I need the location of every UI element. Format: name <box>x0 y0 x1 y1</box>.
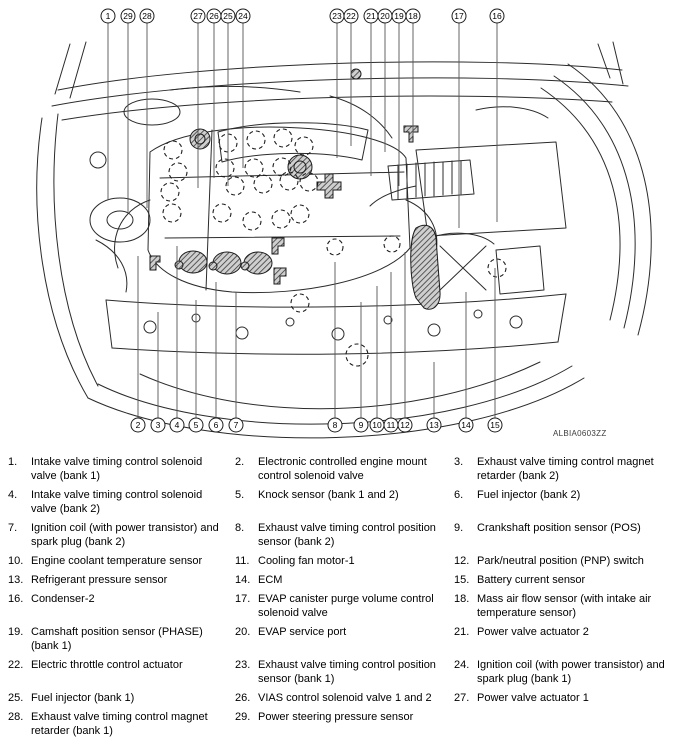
radiator-core-support <box>106 294 566 409</box>
legend-item-text: Exhaust valve timing control magnet retarder (bank 2) <box>477 456 654 482</box>
legend-item-text: Refrigerant pressure sensor <box>31 574 168 586</box>
legend-item-number: 9. <box>454 522 464 534</box>
callout-10 <box>370 286 384 432</box>
callout-16 <box>490 9 504 222</box>
legend-item-text: VIAS control solenoid valve 1 and 2 <box>258 692 432 704</box>
legend-item-28 <box>8 710 235 738</box>
legend-item-text: Exhaust valve timing control magnet retarder (bank 1) <box>31 711 208 737</box>
legend-item-9 <box>454 521 677 549</box>
callout-8 <box>328 262 342 432</box>
engine-assembly <box>115 86 437 292</box>
svg-text:2: 2 <box>135 420 141 430</box>
legend-item-text: Mass air flow sensor (with intake air temperature sensor) <box>477 593 652 619</box>
legend-item-text: Electronic controlled engine mount control solenoid valve <box>258 456 427 482</box>
legend-item-15 <box>454 573 677 587</box>
svg-text:11: 11 <box>386 420 396 430</box>
legend-item-number: 7. <box>8 522 18 534</box>
legend-item-18 <box>454 592 677 620</box>
legend-item-number: 15. <box>454 574 470 586</box>
legend-item-24 <box>454 658 677 686</box>
legend-item-number: 13. <box>8 574 24 586</box>
svg-text:22: 22 <box>346 11 356 21</box>
legend-item-number: 21. <box>454 626 470 638</box>
svg-text:13: 13 <box>429 420 439 430</box>
legend-item-number: 25. <box>8 692 24 704</box>
svg-text:3: 3 <box>155 420 161 430</box>
left-strut-tower <box>90 99 180 292</box>
legend-item-8 <box>235 521 454 549</box>
svg-text:25: 25 <box>223 11 233 21</box>
callout-20 <box>378 9 392 152</box>
legend-item-20 <box>235 625 454 653</box>
legend-item-29 <box>235 710 454 738</box>
legend-item-text: Battery current sensor <box>477 574 586 586</box>
svg-text:7: 7 <box>233 420 239 430</box>
legend-item-text: Park/neutral position (PNP) switch <box>477 555 644 567</box>
svg-text:29: 29 <box>123 11 133 21</box>
callout-1 <box>101 9 115 200</box>
svg-text:5: 5 <box>193 420 199 430</box>
svg-text:28: 28 <box>142 11 152 21</box>
legend-item-number: 20. <box>235 626 251 638</box>
legend-item-22 <box>8 658 235 686</box>
legend-item-text: Ignition coil (with power transistor) and spark plug (bank 2) <box>31 522 219 548</box>
legend-item-number: 18. <box>454 593 470 605</box>
callout-5 <box>189 300 203 432</box>
legend-item-number: 24. <box>454 659 470 671</box>
legend-item-3 <box>454 455 677 483</box>
callout-13 <box>427 362 441 432</box>
callout-14 <box>459 292 473 432</box>
legend-item-text: Condenser-2 <box>31 593 95 605</box>
figure-code: ALBIA0603ZZ <box>553 429 607 438</box>
svg-text:19: 19 <box>394 11 404 21</box>
legend-item-7 <box>8 521 235 549</box>
legend-item-2 <box>235 455 454 483</box>
legend-item-number: 2. <box>235 456 245 468</box>
svg-text:21: 21 <box>366 11 376 21</box>
legend-item-number: 28. <box>8 711 24 723</box>
legend-item-6 <box>454 488 677 516</box>
callout-2 <box>131 256 145 432</box>
legend-item-21 <box>454 625 677 653</box>
svg-text:17: 17 <box>454 11 464 21</box>
legend-item-number: 16. <box>8 593 24 605</box>
car-body-outline <box>37 42 651 438</box>
callout-27 <box>191 9 205 188</box>
svg-text:4: 4 <box>174 420 180 430</box>
right-brace-and-ecm-area <box>430 233 544 294</box>
legend-item-number: 5. <box>235 489 245 501</box>
legend-item-4 <box>8 488 235 516</box>
callout-4 <box>170 246 184 432</box>
legend-item-12 <box>454 554 677 568</box>
svg-text:14: 14 <box>461 420 471 430</box>
legend-item-text: Camshaft position sensor (PHASE) (bank 1) <box>31 626 203 652</box>
legend-item-text: Power valve actuator 1 <box>477 692 589 704</box>
legend-item-23 <box>235 658 454 686</box>
svg-text:12: 12 <box>400 420 410 430</box>
legend-item-1 <box>8 455 235 483</box>
legend-item-14 <box>235 573 454 587</box>
legend-item-16 <box>8 592 235 620</box>
svg-text:9: 9 <box>358 420 364 430</box>
legend-item-number: 17. <box>235 593 251 605</box>
callout-3 <box>151 312 165 432</box>
callout-19 <box>392 9 406 186</box>
svg-text:16: 16 <box>492 11 502 21</box>
legend-item-13 <box>8 573 235 587</box>
legend-item-number: 11. <box>235 555 250 567</box>
legend-item-number: 12. <box>454 555 470 567</box>
component-legend <box>0 450 677 738</box>
legend-item-text: EVAP service port <box>258 626 347 638</box>
svg-text:1: 1 <box>105 11 111 21</box>
legend-item-19 <box>8 625 235 653</box>
legend-item-number: 14. <box>235 574 251 586</box>
legend-item-26 <box>235 691 454 705</box>
legend-item-text: Fuel injector (bank 2) <box>477 489 581 501</box>
callout-12 <box>398 252 412 432</box>
legend-item-text: Crankshaft position sensor (POS) <box>477 522 641 534</box>
svg-text:6: 6 <box>213 420 219 430</box>
callout-11 <box>384 272 398 432</box>
legend-item-27 <box>454 691 677 705</box>
legend-item-text: Intake valve timing control solenoid valve (bank 1) <box>31 456 203 482</box>
legend-item-5 <box>235 488 454 516</box>
svg-text:10: 10 <box>372 420 382 430</box>
svg-text:15: 15 <box>490 420 500 430</box>
legend-item-25 <box>8 691 235 705</box>
callout-21 <box>364 9 378 176</box>
legend-item-number: 3. <box>454 456 464 468</box>
legend-item-number: 29. <box>235 711 251 723</box>
legend-item-text: EVAP canister purge volume control solenoid valve <box>258 593 434 619</box>
legend-item-number: 27. <box>454 692 470 704</box>
callout-9 <box>354 302 368 432</box>
legend-item-number: 4. <box>8 489 18 501</box>
legend-item-text: Power valve actuator 2 <box>477 626 589 638</box>
legend-item-text: ECM <box>258 574 283 586</box>
svg-text:18: 18 <box>408 11 418 21</box>
legend-item-text: Fuel injector (bank 1) <box>31 692 135 704</box>
legend-item-number: 22. <box>8 659 24 671</box>
legend-item-text: Exhaust valve timing control position sensor (bank 2) <box>258 522 436 548</box>
svg-text:24: 24 <box>238 11 248 21</box>
legend-item-number: 10. <box>8 555 24 567</box>
svg-text:26: 26 <box>209 11 219 21</box>
legend-item-text: Ignition coil (with power transistor) and spark plug (bank 1) <box>477 659 665 685</box>
legend-item-text: Knock sensor (bank 1 and 2) <box>258 489 399 501</box>
legend-item-number: 6. <box>454 489 464 501</box>
legend-item-number: 23. <box>235 659 251 671</box>
legend-item-number: 8. <box>235 522 245 534</box>
svg-text:23: 23 <box>332 11 342 21</box>
legend-item-11 <box>235 554 454 568</box>
svg-text:27: 27 <box>193 11 203 21</box>
callout-7 <box>229 292 243 432</box>
callout-23 <box>330 9 344 158</box>
legend-item-10 <box>8 554 235 568</box>
legend-item-number: 19. <box>8 626 24 638</box>
legend-item-text: Engine coolant temperature sensor <box>31 555 203 567</box>
callout-18 <box>406 9 420 136</box>
legend-item-text: Power steering pressure sensor <box>258 711 414 723</box>
svg-text:8: 8 <box>332 420 338 430</box>
legend-item-number: 26. <box>235 692 251 704</box>
legend-item-17 <box>235 592 454 620</box>
legend-item-text: Intake valve timing control solenoid valve (bank 2) <box>31 489 203 515</box>
callout-26 <box>207 9 221 178</box>
legend-item-text: Cooling fan motor-1 <box>258 555 355 567</box>
legend-item-text: Electric throttle control actuator <box>31 659 183 671</box>
legend-item-text: Exhaust valve timing control position sensor (bank 1) <box>258 659 436 685</box>
callout-6 <box>209 282 223 432</box>
svg-text:20: 20 <box>380 11 390 21</box>
legend-item-number: 1. <box>8 456 18 468</box>
